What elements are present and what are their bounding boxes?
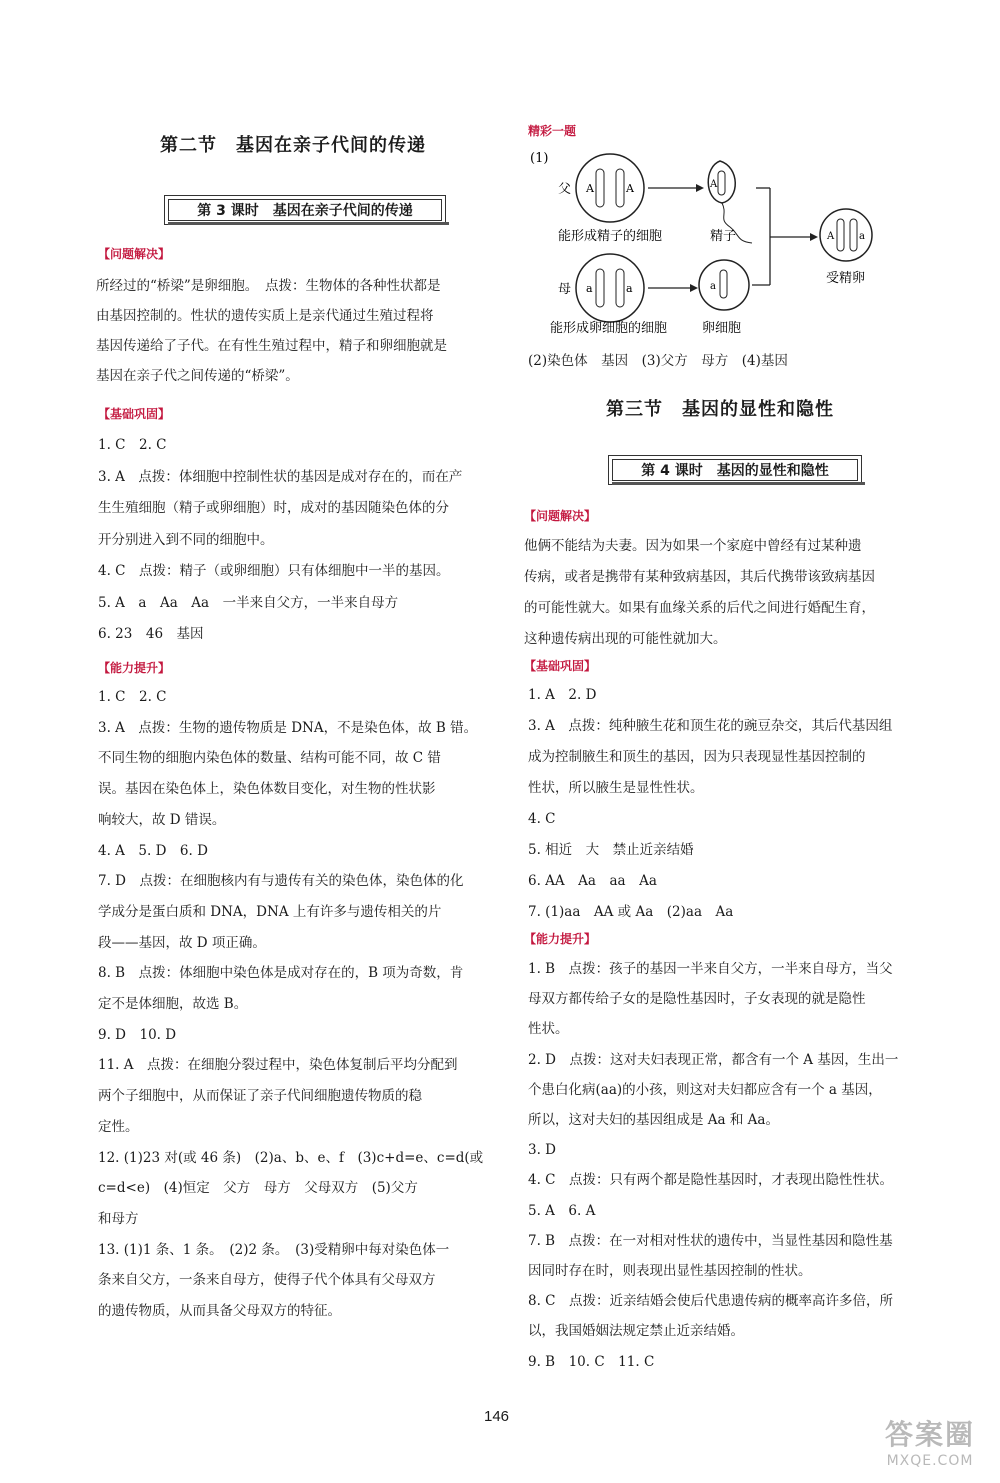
zygote-gene-1: A bbox=[827, 231, 835, 242]
sperm-chromosome bbox=[718, 171, 725, 195]
lesson-title-box-4 bbox=[608, 455, 862, 485]
answer-line: 8. B 点拨：体细胞中染色体是成对存在的，B 项为奇数，肯 bbox=[98, 965, 464, 982]
answer-line: 以，我国婚姻法规定禁止近亲结婚。 bbox=[528, 1323, 744, 1340]
fig-mother-label: 母 bbox=[558, 282, 572, 297]
fig-mother-cell-label: 能形成卵细胞的细胞 bbox=[550, 321, 668, 336]
answer-line: 3. A 点拨：纯种腋生花和顶生花的豌豆杂交，其后代基因组 bbox=[528, 718, 893, 734]
answer-line: 的遗传物质，从而具备父母双方的特征。 bbox=[98, 1303, 341, 1319]
answer-line: 1. B 点拨：孩子的基因一半来自父方，一半来自母方，当父 bbox=[528, 961, 893, 977]
father-gene-1: A bbox=[586, 182, 594, 195]
lesson-title-3: 第 3 课时 基因在亲子代间的传递 bbox=[168, 199, 442, 221]
mother-gene-1: a bbox=[586, 282, 593, 295]
answer-line: 7. (1)aa AA 或 Aa (2)aa Aa bbox=[528, 904, 734, 920]
problem-tag: 【问题解决】 bbox=[98, 247, 171, 261]
answer-line: 13. (1)1 条、1 条。 (2)2 条。 (3)受精卵中每对染色体一 bbox=[98, 1241, 450, 1258]
ability-tag-right: 【能力提升】 bbox=[524, 932, 597, 946]
answer-line: 2. D 点拨：这对夫妇表现正常，都含有一个 A 基因，生出一 bbox=[528, 1051, 899, 1068]
answer-line: 生生殖细胞（精子或卵细胞）时，成对的基因随染色体的分 bbox=[98, 500, 449, 516]
answer-line: 3. A 点拨：生物的遗传物质是 DNA，不是染色体，故 B 错。 bbox=[98, 719, 478, 736]
answer-line: 和母方 bbox=[98, 1210, 139, 1227]
egg-cell bbox=[699, 260, 749, 310]
arrow-head-1 bbox=[696, 184, 704, 192]
fig-label: (1) bbox=[530, 151, 549, 166]
watermark-bottom: MXQE.COM bbox=[886, 1453, 974, 1469]
lesson-title-box-3 bbox=[164, 195, 446, 225]
answer-line: 性状。 bbox=[528, 1021, 569, 1038]
ability-tag: 【能力提升】 bbox=[98, 661, 171, 675]
answer-line: 1. C 2. C bbox=[98, 689, 167, 705]
basic-tag: 【基础巩固】 bbox=[98, 407, 171, 421]
answer-line: 误。基因在染色体上，染色体数目变化，对生物的性状影 bbox=[98, 781, 436, 798]
watermark bbox=[874, 1413, 986, 1475]
answer-line: 条来自父方，一条来自母方，使得子代个体具有父母双方 bbox=[98, 1272, 436, 1289]
answer-line: 11. A 点拨：在细胞分裂过程中，染色体复制后平均分配到 bbox=[98, 1057, 458, 1074]
answer-line: 性状，所以腋生是显性性状。 bbox=[528, 780, 704, 796]
answer-line: 定不是体细胞，故选 B。 bbox=[98, 996, 248, 1012]
answer-line: 所经过的“桥梁”是卵细胞。 点拨：生物体的各种性状都是 bbox=[96, 278, 441, 294]
answer-line: 5. A a Aa Aa 一半来自父方，一半来自母方 bbox=[98, 594, 399, 611]
answer-line: 由基因控制的。性状的遗传实质上是亲代通过生殖过程将 bbox=[96, 308, 434, 324]
answer-line: 7. D 点拨：在细胞核内有与遗传有关的染色体，染色体的化 bbox=[98, 873, 464, 890]
answer-line: 8. C 点拨：近亲结婚会使后代患遗传病的概率高许多倍，所 bbox=[528, 1293, 894, 1310]
answer-line: 基因传递给了子代。在有性生殖过程中，精子和卵细胞就是 bbox=[96, 338, 447, 354]
egg-gene: a bbox=[710, 281, 716, 292]
answer-line: 不同生物的细胞内染色体的数量、结构可能不同，故 C 错 bbox=[98, 750, 441, 767]
zygote-chromosome-2 bbox=[850, 219, 857, 251]
answer-line: 传病，或者是携带有某种致病基因，其后代携带该致病基因 bbox=[524, 569, 875, 585]
father-chromosome-1 bbox=[596, 169, 604, 207]
answer-line: 的可能性就大。如果有血缘关系的后代之间进行婚配生育， bbox=[524, 600, 875, 616]
answer-line: 因同时存在时，则表现出显性基因控制的性状。 bbox=[528, 1263, 812, 1279]
answer-line: 3. D bbox=[528, 1142, 556, 1159]
answer-line: 段——基因，故 D 项正确。 bbox=[98, 934, 266, 951]
page-number: 146 bbox=[484, 1408, 510, 1425]
answer-line: 5. A 6. A bbox=[528, 1202, 596, 1219]
watermark-top: 答案圈 bbox=[884, 1418, 975, 1451]
arrow-head-3 bbox=[810, 233, 818, 241]
sperm-gene: A bbox=[710, 179, 718, 190]
arrow-head-2 bbox=[690, 284, 698, 292]
lesson-title-4: 第 4 课时 基因的显性和隐性 bbox=[612, 459, 858, 481]
answer-line: 1. C 2. C bbox=[98, 437, 167, 453]
answer-line: 6. AA Aa aa Aa bbox=[528, 873, 657, 889]
answer-line: 响较大，故 D 错误。 bbox=[98, 811, 226, 828]
answer-line: 他俩不能结为夫妻。因为如果一个家庭中曾经有过某种遗 bbox=[524, 538, 862, 554]
answer-line: 12. (1)23 对(或 46 条) (2)a、b、e、f (3)c+d=e、c=d(或 bbox=[98, 1149, 484, 1166]
answer-line: 个患白化病(aa)的小孩，则这对夫妇都应含有一个 a 基因， bbox=[528, 1081, 882, 1098]
answer-line: 学成分是蛋白质和 DNA，DNA 上有许多与遗传相关的片 bbox=[98, 903, 442, 920]
after-figure-answers: (2)染色体 基因 (3)父方 母方 (4)基因 bbox=[528, 353, 788, 369]
problem-tag-right: 【问题解决】 bbox=[524, 509, 597, 523]
answer-line: 基因在亲子代之间传递的“桥梁”。 bbox=[96, 368, 299, 384]
answer-line: 3. A 点拨：体细胞中控制性状的基因是成对存在的，而在产 bbox=[98, 468, 463, 485]
mother-chromosome-2 bbox=[616, 269, 624, 307]
answer-line: 开分别进入到不同的细胞中。 bbox=[98, 531, 274, 548]
fig-father-label: 父 bbox=[558, 182, 572, 197]
fig-zygote-label: 受精卵 bbox=[826, 271, 866, 286]
answer-line: 4. A 5. D 6. D bbox=[98, 842, 208, 859]
answer-line: 1. A 2. D bbox=[528, 687, 597, 703]
answer-line: 4. C bbox=[528, 811, 556, 827]
fertilization-diagram bbox=[524, 145, 924, 345]
answer-line: 7. B 点拨：在一对相对性状的遗传中，当显性基因和隐性基 bbox=[528, 1232, 893, 1249]
section-title-3: 第三节 基因的显性和隐性 bbox=[606, 399, 834, 420]
egg-chromosome bbox=[720, 270, 727, 298]
answer-line: 定性。 bbox=[98, 1118, 139, 1135]
answer-line: 4. C 点拨：精子（或卵细胞）只有体细胞中一半的基因。 bbox=[98, 563, 450, 579]
basic-tag-right: 【基础巩固】 bbox=[524, 659, 597, 673]
answer-line: c=d<e) (4)恒定 父方 母方 父母双方 (5)父方 bbox=[98, 1180, 418, 1197]
answer-line: 这种遗传病出现的可能性就加大。 bbox=[524, 631, 727, 647]
fig-father-cell-label: 能形成精子的细胞 bbox=[558, 229, 663, 244]
answer-line: 两个子细胞中，从而保证了亲子代间细胞遗传物质的稳 bbox=[98, 1088, 422, 1105]
answer-line: 所以，这对夫妇的基因组成是 Aa 和 Aa。 bbox=[528, 1112, 779, 1128]
father-gene-2: A bbox=[626, 182, 634, 195]
answer-line: 6. 23 46 基因 bbox=[98, 626, 204, 642]
father-chromosome-2 bbox=[616, 169, 624, 207]
section-title-2: 第二节 基因在亲子代间的传递 bbox=[160, 135, 426, 156]
fig-egg-label: 卵细胞 bbox=[702, 321, 742, 336]
zygote-chromosome-1 bbox=[837, 219, 844, 251]
zygote-gene-2: a bbox=[859, 231, 865, 242]
answer-line: 9. D 10. D bbox=[98, 1026, 177, 1043]
mother-chromosome-1 bbox=[596, 269, 604, 307]
answer-line: 母双方都传给子女的是隐性基因时，子女表现的就是隐性 bbox=[528, 991, 866, 1008]
fig-sperm-label: 精子 bbox=[710, 229, 737, 244]
answer-line: 9. B 10. C 11. C bbox=[528, 1353, 655, 1370]
answer-line: 5. 相近 大 禁止近亲结婚 bbox=[528, 842, 694, 858]
answer-line: 4. C 点拨：只有两个都是隐性基因时，才表现出隐性性状。 bbox=[528, 1172, 894, 1189]
highlight-tag: 精彩一题 bbox=[528, 124, 577, 138]
mother-gene-2: a bbox=[626, 282, 633, 295]
answer-line: 成为控制腋生和顶生的基因，因为只表现显性基因控制的 bbox=[528, 749, 866, 765]
